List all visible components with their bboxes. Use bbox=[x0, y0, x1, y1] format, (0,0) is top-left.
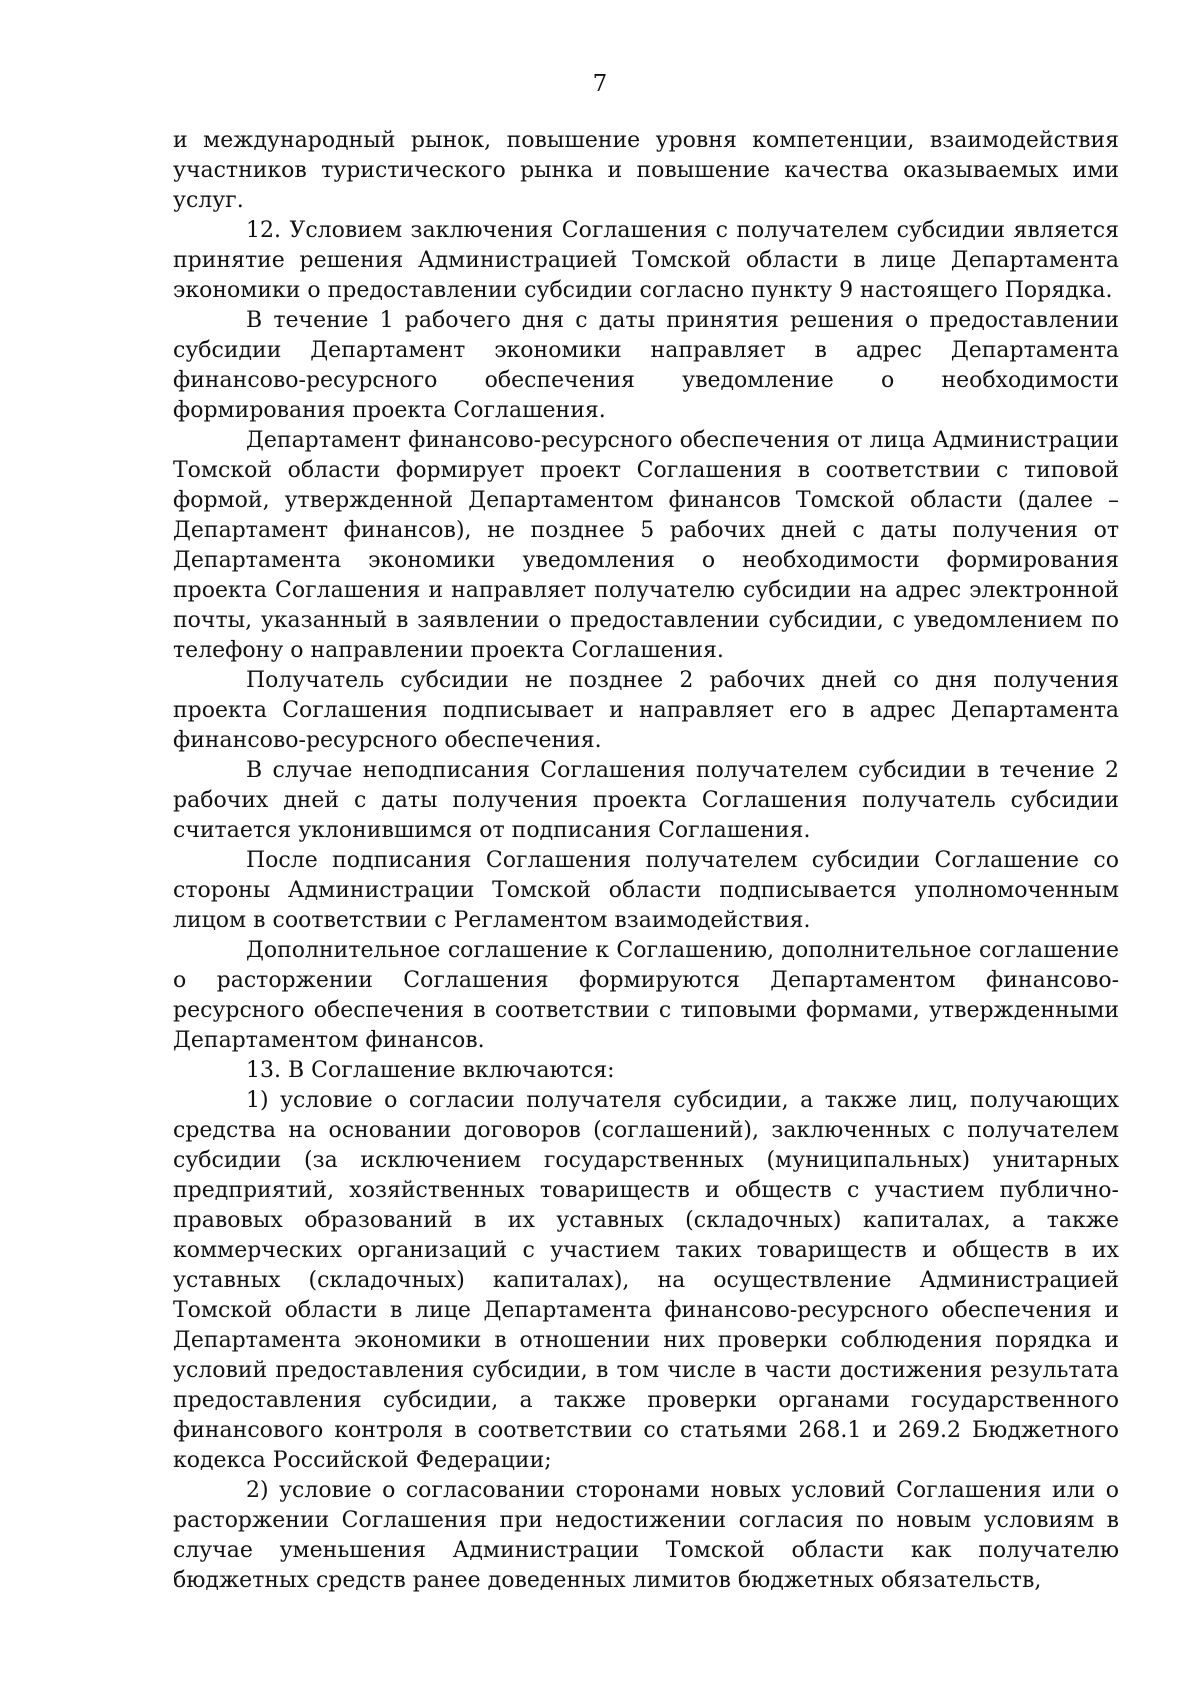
document-body bbox=[173, 126, 1119, 1596]
paragraph-agreement-draft: Департамент финансово-ресурсного обеспечения от лица Администрации Томской области формирует проект Соглашения в соответствии с типовой формой, утвержденной Департаментом финансов Томской области (далее – Департамент финансов), не позднее 5 рабочих дней с даты получения от Департамента экономики уведомления о необходимости формирования проекта Соглашения и направляет получателю субсидии на адрес электронной почты, указанный в заявлении о предоставлении субсидии, с уведомлением по телефону о направлении проекта Соглашения. bbox=[173, 428, 1119, 663]
paragraph-recipient-signing: Получатель субсидии не позднее 2 рабочих дней со дня получения проекта Соглашения подписывает и направляет его в адрес Департамента финансово-ресурсного обеспечения. bbox=[173, 668, 1119, 753]
paragraph-notification: В течение 1 рабочего дня с даты принятия решения о предоставлении субсидии Департамент экономики направляет в адрес Департамента финансово-ресурсного обеспечения уведомление о необходимости формирования проекта Соглашения. bbox=[173, 308, 1119, 423]
list-item-1: 1) условие о согласии получателя субсидии, а также лиц, получающих средства на основании договоров (соглашений), заключенных с получателем субсидии (за исключением государственных (муниципальных) унитарных предприятий, хозяйственных товариществ и обществ с участием публично-правовых образований в их уставных (складочных) капиталах, а также коммерческих организаций с участием таких товариществ и обществ в их уставных (складочных) капиталах), на осуществление Администрацией Томской области в лице Департамента финансово-ресурсного обеспечения и Департамента экономики в отношении них проверки соблюдения порядка и условий предоставления субсидии, в том числе в части достижения результата предоставления субсидии, а также проверки органами государственного финансового контроля в соответствии со статьями 268.1 и 269.2 Бюджетного кодекса Российской Федерации; bbox=[173, 1088, 1119, 1473]
paragraph-after-signing: После подписания Соглашения получателем субсидии Соглашение со стороны Администрации Томской области подписывается уполномоченным лицом в соответствии с Регламентом взаимодействия. bbox=[173, 848, 1119, 933]
paragraph-non-signing: В случае неподписания Соглашения получателем субсидии в течение 2 рабочих дней с даты получения проекта Соглашения получатель субсидии считается уклонившимся от подписания Соглашения. bbox=[173, 758, 1119, 843]
paragraph-clause-12: 12. Условием заключения Соглашения с получателем субсидии является принятие решения Администрацией Томской области в лице Департамента экономики о предоставлении субсидии согласно пункту 9 настоящего Порядка. bbox=[173, 218, 1119, 303]
paragraph-clause-13: 13. В Соглашение включаются: bbox=[246, 1058, 615, 1083]
paragraph-additional-agreement: Дополнительное соглашение к Соглашению, дополнительное соглашение о расторжении Соглашения формируются Департаментом финансово-ресурсного обеспечения в соответствии с типовыми формами, утвержденными Департаментом финансов. bbox=[173, 938, 1119, 1053]
page-number: 7 bbox=[592, 71, 608, 97]
list-item-2: 2) условие о согласовании сторонами новых условий Соглашения или о расторжении Соглашения при недостижении согласия по новым условиям в случае уменьшения Администрации Томской области как получателю бюджетных средств ранее доведенных лимитов бюджетных обязательств, bbox=[173, 1478, 1119, 1593]
paragraph-continuation: и международный рынок, повышение уровня компетенции, взаимодействия участников туристического рынка и повышение качества оказываемых ими услуг. bbox=[173, 128, 1119, 213]
